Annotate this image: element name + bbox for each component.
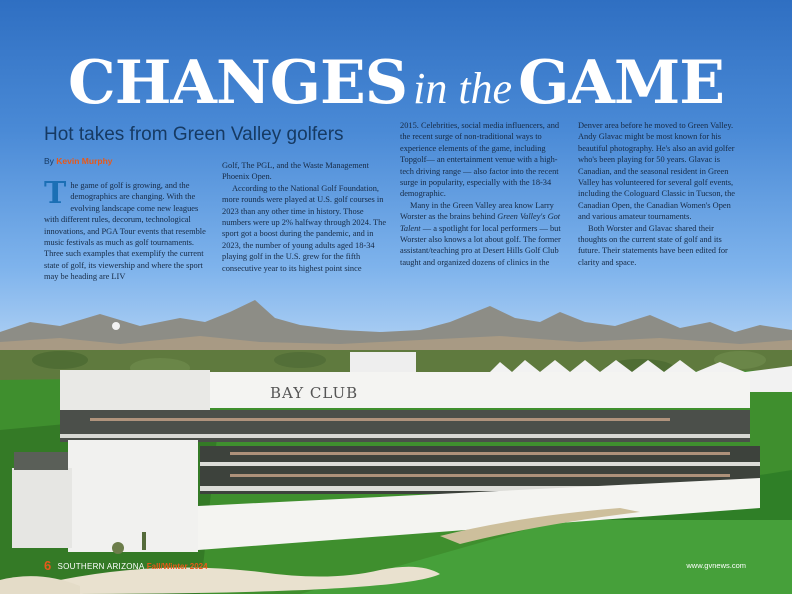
hot-air-balloon <box>112 322 120 330</box>
corner-building <box>68 440 198 552</box>
column-2-paragraph-2: According to the National Golf Foundation, more rounds were played at U.S. golf courses in 2023 than any other time in history. Those numbers were up 2% halfway through 2024. The sport got a boost during the pandemic, and in 2023, the number of young adults aged 18-34 playing golf in the U.S. grew for the fifth consecutive year to its highest point since <box>222 183 387 273</box>
page-folio <box>44 558 208 573</box>
website-url: www.gvnews.com <box>686 561 746 570</box>
column-4-paragraph-1: Denver area before he moved to Green Valley. Andy Glavac might be most known for his beautiful photography. He's also an avid golfer who's been playing for 50 years. Glavac is Canadian, and the seasonal resident in Green Valley has volunteered for several golf events, including the Cologuard Classic in Tucson, the Canadian Open, the Canadian Women's Open and various amateur tournaments. <box>578 121 736 222</box>
show-title: Green Valley's Got Talent <box>400 212 561 233</box>
column-3-paragraph-2 <box>400 200 565 268</box>
column-4-paragraph-2: Both Worster and Glavac shared their thoughts on the current state of golf and its future. Their statements have been edited for clarity and space. <box>578 223 728 267</box>
cactus <box>142 532 146 550</box>
page-number: 6 <box>44 558 52 573</box>
text-column-1 <box>44 176 209 283</box>
column-1-paragraph: he game of golf is growing, and the demographics are changing. With the evolving landscape come new leagues with different rules, decorum, technological innovations, and PGA Tour events that resemble music festivals as much as golf tournaments. Three such examples that exemplify the current state of golf, its viewership and where the sport may be heading are LIV <box>44 181 206 282</box>
text-column-4 <box>578 120 743 268</box>
byline-prefix: By <box>44 156 54 166</box>
column-2-paragraph-1: Golf, The PGL, and the Waste Management Phoenix Open. <box>222 161 369 182</box>
page-headline <box>0 48 792 119</box>
column-3-paragraph-1: 2015. Celebrities, social media influencers, and the recent surge of non-traditional ways to experience elements of the game, including Topgolf— an entertainment venue with a high-tech driving range — also factor into the recent surge in popularity, especially with the 18-34 demographic. <box>400 121 560 199</box>
article-subhead: Hot takes from Green Valley golfers <box>44 124 344 145</box>
publication-name: SOUTHERN ARIZONA <box>57 562 145 571</box>
bay-club-sign: BAY CLUB <box>270 384 359 402</box>
column-3-p2-end: — a spotlight for local performers — but Worster also knows a lot about golf. The former assistant/teaching pro at Desert Hills Golf Club taught and organized dozens of clinics in the <box>400 223 561 267</box>
headline-in-the: in the <box>413 64 513 114</box>
column-3-p2-start: Many in the Green Valley area know Larry Worster as the brains behind <box>400 200 554 222</box>
headline-game: GAME <box>518 48 725 119</box>
text-column-2 <box>222 160 387 274</box>
headline-changes: CHANGES <box>67 48 408 119</box>
issue-date: Fall/Winter 2024 <box>146 562 208 571</box>
drop-cap: T <box>44 176 67 211</box>
byline-author: Kevin Murphy <box>56 156 113 166</box>
text-column-3 <box>400 120 565 268</box>
byline <box>44 156 113 166</box>
